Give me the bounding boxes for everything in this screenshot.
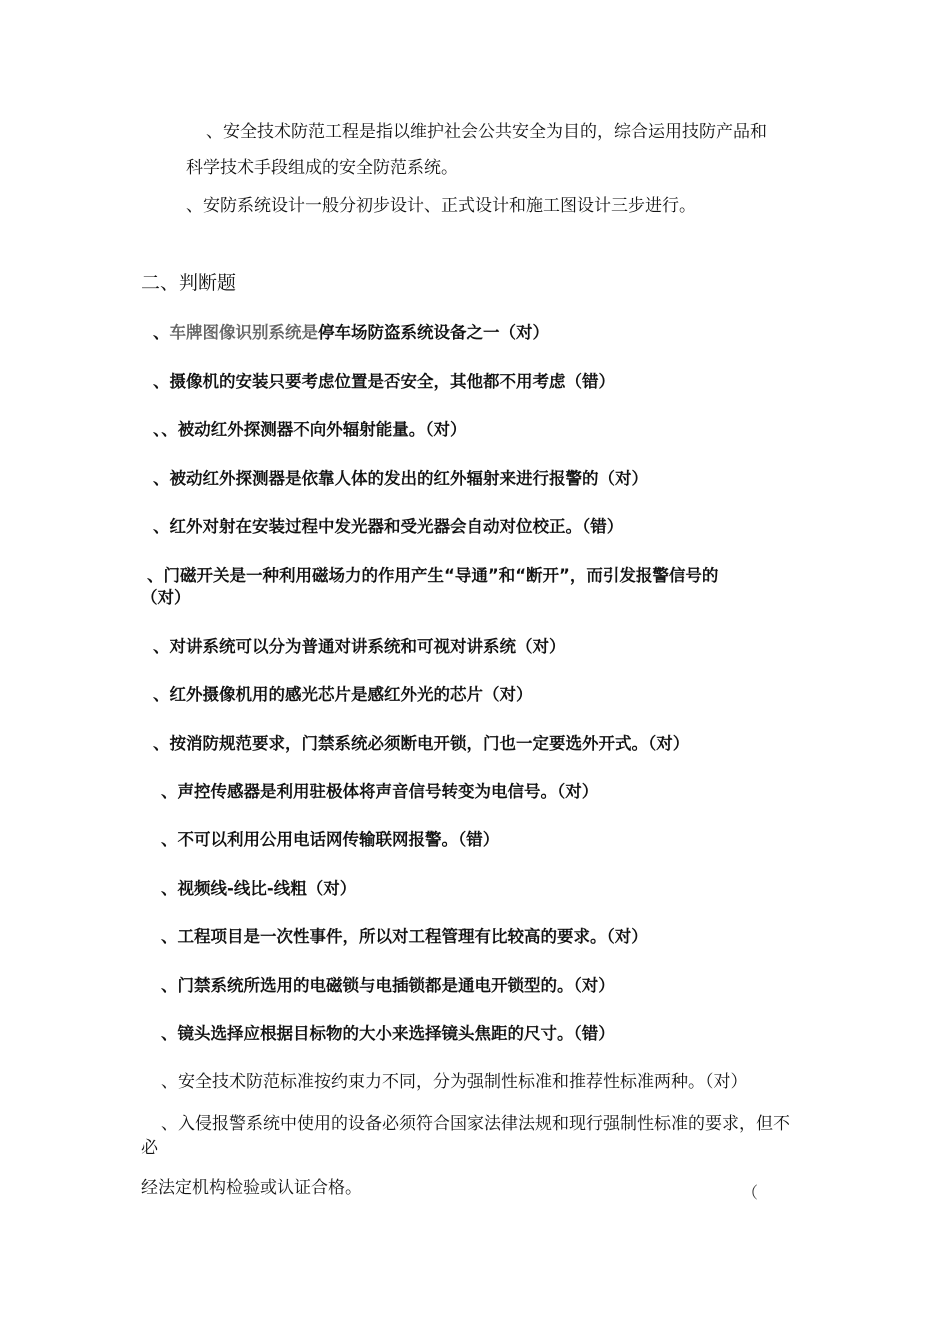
judgment-item-11: 、不可以利用公用电话网传输联网报警。（错） (161, 830, 500, 849)
judgment-item-17-line-3: 经法定机构检验或认证合格。 (141, 1178, 362, 1198)
judgment-item-6-line-2: （对） (141, 588, 191, 607)
judgment-item-6-line-1: 、门磁开关是一种利用磁场力的作用产生“导通”和“断开”，而引发报警信号的 (147, 566, 719, 585)
judgment-item-2: 、摄像机的安装只要考虑位置是否安全，其他都不用考虑（错） (153, 372, 615, 391)
item-1-rest: 停车场防盗系统设备之一（对） (318, 323, 549, 342)
intro-line-2: 科学技术手段组成的安全防范系统。 (186, 158, 458, 178)
judgment-item-15: 、镜头选择应根据目标物的大小来选择镜头焦距的尺寸。（错） (161, 1024, 615, 1043)
judgment-item-12: 、视频线-线比-线粗（对） (161, 879, 357, 898)
item-1-prefix: 、 (153, 323, 170, 342)
judgment-item-5: 、红外对射在安装过程中发光器和受光器会自动对位校正。（错） (153, 517, 624, 536)
judgment-item-7: 、对讲系统可以分为普通对讲系统和可视对讲系统（对） (153, 637, 566, 656)
intro-line-3: 、安防系统设计一般分初步设计、正式设计和施工图设计三步进行。 (186, 196, 696, 216)
judgment-item-10: 、声控传感器是利用驻极体将声音信号转变为电信号。（对） (161, 782, 599, 801)
judgment-item-8: 、红外摄像机用的感光芯片是感红外光的芯片（对） (153, 685, 533, 704)
judgment-item-3: 、、被动红外探测器不向外辐射能量。（对） (153, 420, 467, 439)
judgment-item-17-line-1: 、入侵报警系统中使用的设备必须符合国家法律法规和现行强制性标准的要求，但不 (161, 1114, 790, 1134)
judgment-item-9: 、按消防规范要求，门禁系统必须断电开锁，门也一定要选外开式。（对） (153, 734, 690, 753)
intro-line-1: 、安全技术防范工程是指以维护社会公共安全为目的，综合运用技防产品和 (206, 122, 767, 142)
judgment-item-16: 、安全技术防范标准按约束力不同，分为强制性标准和推荐性标准两种。（对） (161, 1072, 748, 1092)
judgment-item-17-line-2: 必 (141, 1138, 158, 1158)
judgment-item-4: 、被动红外探测器是依靠人体的发出的红外辐射来进行报警的（对） (153, 469, 648, 488)
stray-bracket-mark: （ (742, 1183, 759, 1202)
section-heading: 二、判断题 (141, 272, 237, 294)
item-1-highlight: 车牌图像识别系统是 (169, 323, 318, 342)
judgment-item-1 (153, 322, 549, 344)
judgment-item-13: 、工程项目是一次性事件，所以对工程管理有比较高的要求。（对） (161, 927, 648, 946)
judgment-item-14: 、门禁系统所选用的电磁锁与电插锁都是通电开锁型的。（对） (161, 976, 615, 995)
